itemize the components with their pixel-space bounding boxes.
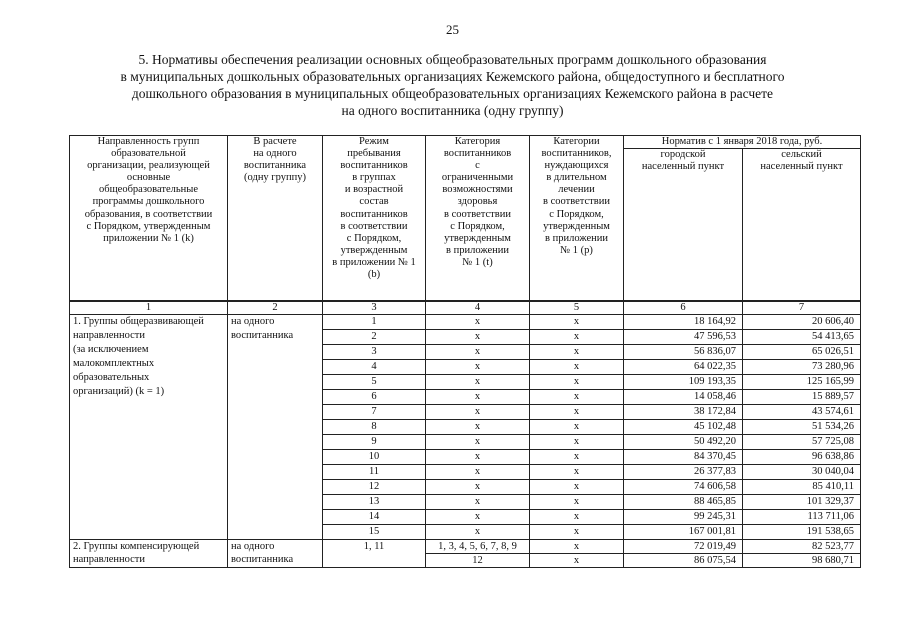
column-number: 3 — [323, 301, 426, 315]
mode-cell: 5 — [323, 375, 426, 390]
category-t-cell: х — [426, 315, 530, 330]
column-number: 6 — [624, 301, 743, 315]
mode-cell: 12 — [323, 480, 426, 495]
urban-value: 72 019,49 — [624, 540, 743, 554]
urban-value: 56 836,07 — [624, 345, 743, 360]
mode-cell: 6 — [323, 390, 426, 405]
rural-value: 113 711,06 — [743, 510, 861, 525]
page-number: 25 — [446, 22, 459, 37]
mode-cell: 11 — [323, 465, 426, 480]
mode-cell: 3 — [323, 345, 426, 360]
title-line: на одного воспитанника (одну группу) — [341, 103, 564, 118]
rural-value: 125 165,99 — [743, 375, 861, 390]
rural-value: 98 680,71 — [743, 554, 861, 568]
table-row — [70, 315, 861, 330]
rural-value: 43 574,61 — [743, 405, 861, 420]
rural-value: 101 329,37 — [743, 495, 861, 510]
category-t-cell: х — [426, 510, 530, 525]
category-t-cell: х — [426, 465, 530, 480]
category-t-cell: х — [426, 480, 530, 495]
mode-cell: 1 — [323, 315, 426, 330]
column-number: 5 — [530, 301, 624, 315]
rural-value: 51 534,26 — [743, 420, 861, 435]
category-t-cell: х — [426, 450, 530, 465]
category-p-cell: х — [530, 510, 624, 525]
category-t-cell: х — [426, 360, 530, 375]
urban-value: 18 164,92 — [624, 315, 743, 330]
document-title — [60, 51, 845, 119]
title-line: в муниципальных дошкольных образовательных организациях Кежемского района, общедоступного и бесплатного — [120, 69, 785, 84]
urban-value: 88 465,85 — [624, 495, 743, 510]
category-t-cell: 1, 3, 4, 5, 6, 7, 8, 9 — [426, 540, 530, 554]
category-p-cell: х — [530, 554, 624, 568]
urban-value: 47 596,53 — [624, 330, 743, 345]
column-numbers-row — [70, 301, 861, 315]
category-p-cell: х — [530, 540, 624, 554]
urban-value: 64 022,35 — [624, 360, 743, 375]
category-p-cell: х — [530, 525, 624, 540]
urban-value: 45 102,48 — [624, 420, 743, 435]
column-number: 2 — [228, 301, 323, 315]
urban-value: 99 245,31 — [624, 510, 743, 525]
category-p-cell: х — [530, 330, 624, 345]
category-p-cell: х — [530, 405, 624, 420]
rural-value: 191 538,65 — [743, 525, 861, 540]
rural-value: 54 413,65 — [743, 330, 861, 345]
category-t-cell: х — [426, 375, 530, 390]
header-per-unit: В расчете на одного воспитанника (одну группу) — [228, 136, 323, 302]
header-mode: Режим пребывания воспитанников в группах и возрастной состав воспитанников в соответствии с Порядком, утвержденным в приложении № 1 (b) — [323, 136, 426, 302]
column-number: 7 — [743, 301, 861, 315]
category-t-cell: х — [426, 405, 530, 420]
rural-value: 85 410,11 — [743, 480, 861, 495]
per-unit-cell: на одного воспитанника — [228, 540, 323, 568]
mode-cell: 9 — [323, 435, 426, 450]
rural-value: 73 280,96 — [743, 360, 861, 375]
category-p-cell: х — [530, 465, 624, 480]
category-t-cell: х — [426, 420, 530, 435]
mode-cell: 2 — [323, 330, 426, 345]
mode-cell: 13 — [323, 495, 426, 510]
category-t-cell: х — [426, 435, 530, 450]
header-urban: городской населенный пункт — [624, 149, 743, 301]
header-rural: сельский населенный пункт — [743, 149, 861, 301]
mode-cell: 1, 11 — [323, 540, 426, 568]
urban-value: 14 058,46 — [624, 390, 743, 405]
header-direction: Направленность групп образовательной организации, реализующей основные общеобразовательные программы дошкольного образования, в соответствии с Порядком, утвержденным приложении № 1 (k) — [70, 136, 228, 302]
category-p-cell: х — [530, 315, 624, 330]
category-p-cell: х — [530, 390, 624, 405]
urban-value: 109 193,35 — [624, 375, 743, 390]
rural-value: 82 523,77 — [743, 540, 861, 554]
header-category-p: Категории воспитанников, нуждающихся в длительном лечении в соответствии с Порядком, утвержденным в приложении № 1 (p) — [530, 136, 624, 302]
rural-value: 15 889,57 — [743, 390, 861, 405]
category-t-cell: х — [426, 390, 530, 405]
rural-value: 20 606,40 — [743, 315, 861, 330]
rural-value: 96 638,86 — [743, 450, 861, 465]
mode-cell: 10 — [323, 450, 426, 465]
rural-value: 57 725,08 — [743, 435, 861, 450]
category-p-cell: х — [530, 480, 624, 495]
urban-value: 86 075,54 — [624, 554, 743, 568]
group-label: 2. Группы компенсирующей направленности — [70, 540, 228, 568]
category-p-cell: х — [530, 495, 624, 510]
header-category-t: Категория воспитанников с ограниченными возможностями здоровья в соответствии с Порядком, утвержденным в приложении № 1 (t) — [426, 136, 530, 302]
urban-value: 38 172,84 — [624, 405, 743, 420]
category-p-cell: х — [530, 450, 624, 465]
column-number: 1 — [70, 301, 228, 315]
header-norm-group: Норматив с 1 января 2018 года, руб. — [624, 136, 861, 149]
mode-cell: 8 — [323, 420, 426, 435]
category-p-cell: х — [530, 375, 624, 390]
category-t-cell: 12 — [426, 554, 530, 568]
category-p-cell: х — [530, 345, 624, 360]
category-t-cell: х — [426, 330, 530, 345]
category-p-cell: х — [530, 435, 624, 450]
title-line: дошкольного образования в муниципальных общеобразовательных организациях Кежемского района в расчете — [131, 86, 774, 101]
category-t-cell: х — [426, 345, 530, 360]
urban-value: 167 001,81 — [624, 525, 743, 540]
mode-cell: 15 — [323, 525, 426, 540]
table-row — [70, 540, 861, 554]
category-p-cell: х — [530, 420, 624, 435]
urban-value: 74 606,58 — [624, 480, 743, 495]
category-t-cell: х — [426, 525, 530, 540]
column-number: 4 — [426, 301, 530, 315]
mode-cell: 7 — [323, 405, 426, 420]
mode-cell: 4 — [323, 360, 426, 375]
rural-value: 30 040,04 — [743, 465, 861, 480]
norms-table — [69, 135, 861, 568]
urban-value: 50 492,20 — [624, 435, 743, 450]
per-unit-cell: на одного воспитанника — [228, 315, 323, 540]
rural-value: 65 026,51 — [743, 345, 861, 360]
group-label: 1. Группы общеразвивающей направленности (за исключением малокомплектных образовательных организаций) (k = 1) — [70, 315, 228, 540]
category-p-cell: х — [530, 360, 624, 375]
urban-value: 26 377,83 — [624, 465, 743, 480]
category-t-cell: х — [426, 495, 530, 510]
urban-value: 84 370,45 — [624, 450, 743, 465]
mode-cell: 14 — [323, 510, 426, 525]
title-line: 5. Нормативы обеспечения реализации основных общеобразовательных программ дошкольного образования — [138, 52, 767, 67]
